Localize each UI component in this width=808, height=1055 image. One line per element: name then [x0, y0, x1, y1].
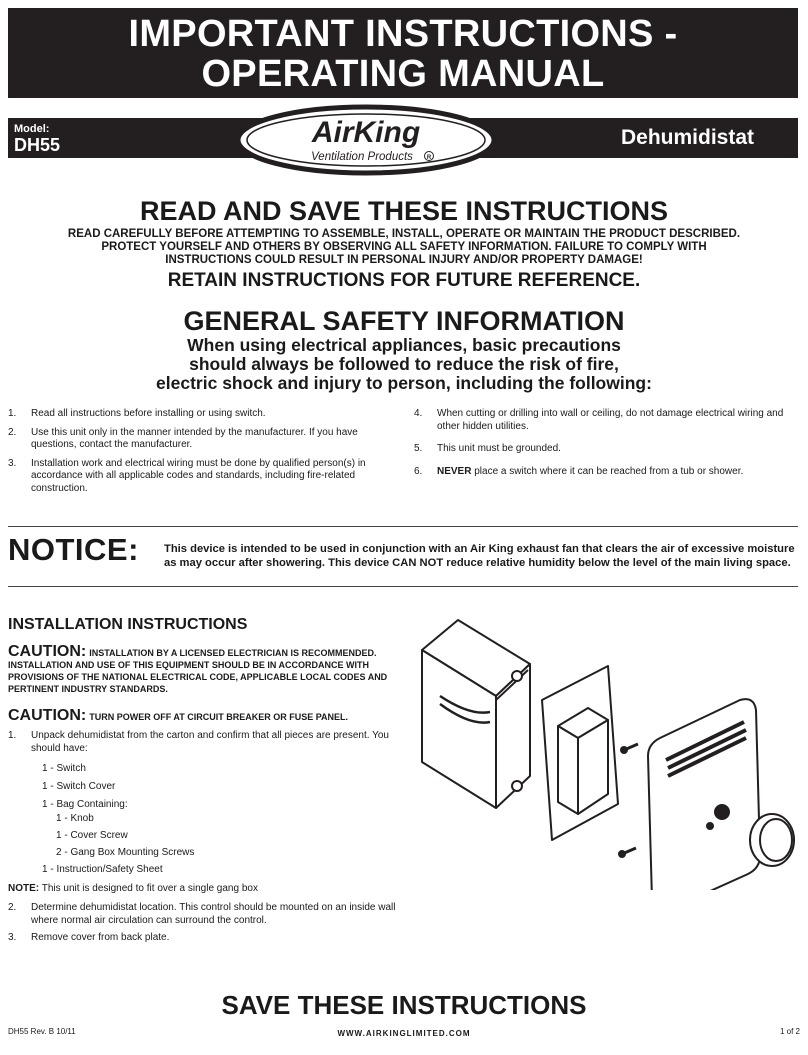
installation-heading: INSTALLATION INSTRUCTIONS — [8, 616, 248, 633]
general-sub-line-2: should always be followed to reduce the risk of fire, — [189, 354, 619, 374]
never-emphasis: NEVER — [437, 465, 472, 477]
save-instructions: SAVE THESE INSTRUCTIONS — [221, 990, 587, 1020]
dehumidistat-cover — [648, 699, 760, 890]
note — [8, 883, 258, 895]
part-bag: 1 - Bag Containing: — [42, 799, 128, 810]
safety-list-right — [414, 408, 794, 488]
notice-label: NOTICE: — [8, 532, 139, 567]
revision-label: DH55 Rev. B 10/11 — [8, 1027, 76, 1036]
safety-item — [414, 408, 794, 433]
safety-item-number: 5. — [414, 443, 423, 454]
logo-registered-mark: R — [426, 155, 432, 161]
step-2 — [8, 902, 400, 927]
note-label: NOTE: — [8, 883, 40, 894]
step-text: Unpack dehumidistat from the carton and confirm that all pieces are present. You should have: — [31, 730, 389, 754]
note-text: This unit is designed to fit over a single gang box — [39, 883, 258, 894]
safety-item-text: Installation work and electrical wiring must be done by qualified person(s) in accordance with all applicable codes and standards, including fire-related construction. — [31, 457, 366, 494]
safety-item — [8, 458, 393, 496]
step-number: 2. — [8, 902, 17, 913]
safety-item-number: 3. — [8, 457, 17, 469]
step-3 — [8, 932, 400, 945]
caution-power-off — [8, 707, 400, 725]
part-knob: 1 - Knob — [56, 813, 94, 824]
read-save-line-2: PROTECT YOURSELF AND OTHERS BY OBSERVING ALL SAFETY INFORMATION. FAILURE TO COMPLY WITH — [101, 241, 707, 253]
general-safety-subheading — [0, 336, 808, 393]
divider-bottom — [8, 586, 798, 587]
general-sub-line-3: electric shock and injury to person, including the following: — [156, 373, 652, 393]
title-banner — [8, 8, 798, 98]
safety-item — [8, 427, 393, 452]
logo-brand-name: AirKing — [311, 116, 421, 149]
caution-power-text: TURN POWER OFF AT CIRCUIT BREAKER OR FUSE PANEL. — [89, 712, 349, 722]
safety-item-text: This unit must be grounded. — [437, 443, 561, 454]
step-text: Determine dehumidistat location. This control should be mounted on an inside wall where normal air circulation can surround the control. — [31, 902, 396, 926]
divider-top — [8, 526, 798, 527]
switch-body-front — [558, 726, 578, 814]
caution-word: CAUTION: — [8, 643, 87, 660]
safety-item — [414, 466, 794, 479]
safety-item-text: Read all instructions before installing or using switch. — [31, 408, 266, 419]
caution-lead: INSTALLATION BY A LICENSED ELECTRICIAN IS RECOMMENDED. — [89, 648, 377, 658]
safety-item-number: 2. — [8, 426, 17, 438]
retain-instructions: RETAIN INSTRUCTIONS FOR FUTURE REFERENCE. — [167, 270, 641, 291]
notice-text — [164, 542, 800, 570]
general-safety-heading: GENERAL SAFETY INFORMATION — [183, 306, 625, 336]
page-number: 1 of 2 — [779, 1027, 800, 1036]
safety-item-text — [437, 466, 743, 479]
part-switch: 1 - Switch — [42, 763, 86, 774]
read-save-body — [0, 228, 808, 267]
caution-word: CAUTION: — [8, 707, 87, 724]
part-cover-screw: 1 - Cover Screw — [56, 830, 128, 841]
part-instruction-sheet: 1 - Instruction/Safety Sheet — [42, 864, 163, 875]
model-value: DH55 — [14, 135, 61, 155]
website-link[interactable]: WWW.AIRKINGLIMITED.COM — [337, 1029, 471, 1038]
safety-item-text: When cutting or drilling into wall or ceiling, do not damage electrical wiring and other hidden utilities. — [437, 408, 784, 432]
read-save-line-1: READ CAREFULLY BEFORE ATTEMPTING TO ASSEMBLE, INSTALL, OPERATE OR MAINTAIN THE PRODUCT DESCRIBED. — [67, 228, 741, 240]
title-line-1: IMPORTANT INSTRUCTIONS - — [128, 13, 678, 55]
safety-item — [8, 408, 393, 421]
step-number: 1. — [8, 730, 17, 741]
step-number: 3. — [8, 932, 17, 943]
safety-item-number: 6. — [414, 465, 423, 477]
read-save-line-3: INSTRUCTIONS COULD RESULT IN PERSONAL INJURY AND/OR PROPERTY DAMAGE! — [165, 254, 643, 266]
step-text: Remove cover from back plate. — [31, 932, 170, 943]
read-save-heading: READ AND SAVE THESE INSTRUCTIONS — [139, 196, 669, 226]
title-line-2: OPERATING MANUAL — [201, 53, 605, 95]
safety-item-number: 4. — [414, 408, 423, 419]
general-sub-line-1: When using electrical appliances, basic precautions — [187, 335, 621, 355]
safety-list-left — [8, 408, 393, 501]
caution-rest: INSTALLATION AND USE OF THIS EQUIPMENT SHOULD BE IN ACCORDANCE WITH PROVISIONS OF THE NATIONAL ELECTRICAL CODE, APPLICABLE LOCAL CODES AND PERTINENT INDUSTRY STANDARDS. — [8, 660, 388, 694]
air-king-logo — [234, 104, 498, 176]
logo-tagline: Ventilation Products — [311, 151, 413, 163]
step-1 — [8, 730, 400, 755]
installation-steps-continued — [8, 902, 400, 945]
never-text: place a switch where it can be reached from a tub or shower. — [471, 465, 744, 477]
notice-line-2: as may occur after showering. This device CAN NOT reduce relative humidity below the level of the main living space. — [164, 557, 791, 569]
safety-item-text: Use this unit only in the manner intended by the manufacturer. If you have questions, contact the manufacturer. — [31, 426, 358, 450]
installation-steps — [8, 730, 400, 755]
part-switch-cover: 1 - Switch Cover — [42, 781, 116, 792]
safety-item-number: 1. — [8, 408, 17, 419]
part-gang-screws: 2 - Gang Box Mounting Screws — [56, 847, 195, 858]
safety-item — [414, 443, 794, 456]
product-name: Dehumidistat — [620, 126, 754, 149]
caution-licensed-electrician — [8, 643, 400, 695]
notice-line-1: This device is intended to be used in conjunction with an Air King exhaust fan that clears the air of excessive moisture — [164, 543, 795, 555]
model-label: Model: — [14, 123, 50, 135]
dehumidistat-exploded-illustration — [410, 608, 802, 890]
